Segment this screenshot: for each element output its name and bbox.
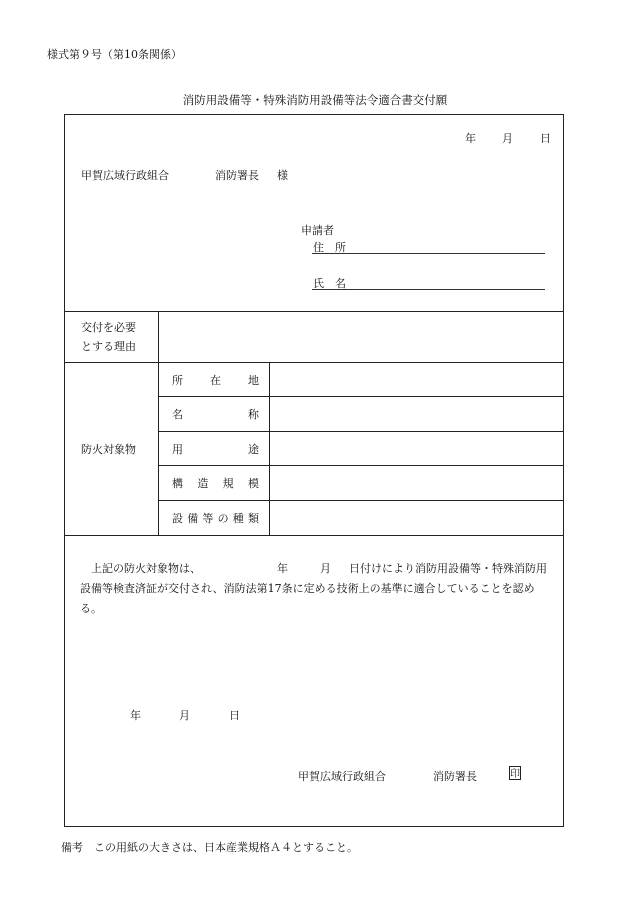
property-label-char: 類 — [247, 512, 259, 525]
property-label-structure — [172, 475, 259, 491]
certification-month: 月 — [320, 562, 331, 575]
row-divider-property-4 — [158, 500, 564, 501]
applicant-address-line[interactable] — [312, 253, 545, 254]
row-divider-reason-bottom — [64, 362, 564, 363]
row-divider-property-bottom — [64, 535, 564, 536]
issuer-position: 消防署長 — [433, 770, 477, 783]
property-label-location — [172, 372, 259, 388]
issue-date-day: 日 — [229, 709, 240, 722]
property-label-char: 模 — [247, 477, 259, 490]
date-header-month: 月 — [502, 132, 513, 145]
seal-icon — [509, 766, 521, 780]
row-divider-property-2 — [158, 431, 564, 432]
footnote: 備考 この用紙の大きさは、日本産業規格Ａ４とすること。 — [61, 841, 358, 854]
issuer-org: 甲賀広域行政組合 — [298, 770, 386, 783]
property-label-name — [172, 406, 259, 422]
property-label-char: 備 — [187, 512, 199, 525]
property-label-char: 在 — [210, 374, 221, 387]
property-value-use[interactable] — [271, 433, 562, 464]
property-label-char: 種 — [232, 512, 244, 525]
date-header-day: 日 — [540, 132, 551, 145]
applicant-address-label: 住 所 — [313, 241, 346, 254]
addressee-position: 消防署長 — [215, 169, 259, 182]
date-header-year: 年 — [465, 132, 476, 145]
seal-text: 印 — [510, 769, 520, 780]
applicant-name-label: 氏 名 — [313, 277, 346, 290]
issue-date-month: 月 — [179, 709, 190, 722]
property-group-label: 防火対象物 — [81, 443, 136, 456]
page-title: 消防用設備等・特殊消防用設備等法令適合書交付願 — [182, 93, 448, 107]
property-value-location[interactable] — [271, 364, 562, 395]
property-label-char: 地 — [248, 374, 259, 387]
reason-label-line1: 交付を必要 — [81, 321, 136, 334]
column-divider-label — [158, 311, 159, 535]
property-value-name[interactable] — [271, 398, 562, 430]
property-label-char: 名 — [172, 408, 183, 421]
column-divider-property — [269, 362, 270, 535]
certification-year: 年 — [277, 562, 288, 575]
reason-label-line2: とする理由 — [81, 340, 136, 353]
certification-part1: 上記の防火対象物は、 — [91, 562, 201, 575]
property-label-use — [172, 441, 259, 457]
issue-date-year: 年 — [130, 709, 141, 722]
property-label-char: 用 — [172, 443, 183, 456]
property-label-char: 称 — [248, 408, 259, 421]
applicant-name-line[interactable] — [312, 289, 545, 290]
applicant-label: 申請者 — [301, 224, 334, 237]
addressee-org: 甲賀広域行政組合 — [81, 169, 169, 182]
addressee-honorific: 様 — [277, 169, 288, 182]
row-divider-reason-top — [64, 311, 564, 312]
property-label-equipment — [172, 510, 259, 526]
certification-text — [80, 559, 552, 619]
property-label-char: 等 — [202, 512, 214, 525]
row-divider-property-1 — [158, 396, 564, 397]
reason-field[interactable] — [160, 313, 562, 360]
property-label-char: の — [217, 512, 229, 525]
certification-part2: 日付けにより消防用設備等・特殊消防用設備等検査済証が交付され、消防法第17条に定める技術上の基準に適合していることを認める。 — [80, 562, 547, 615]
property-label-char: 設 — [172, 512, 183, 525]
row-divider-property-3 — [158, 465, 564, 466]
form-number: 様式第９号（第10条関係） — [47, 48, 182, 61]
property-label-char: 途 — [248, 443, 259, 456]
property-label-char: 造 — [197, 477, 209, 490]
property-label-char: 所 — [172, 374, 183, 387]
property-label-char: 構 — [172, 477, 183, 490]
property-label-char: 規 — [222, 477, 234, 490]
property-value-structure[interactable] — [271, 467, 562, 499]
property-value-equipment[interactable] — [271, 502, 562, 534]
